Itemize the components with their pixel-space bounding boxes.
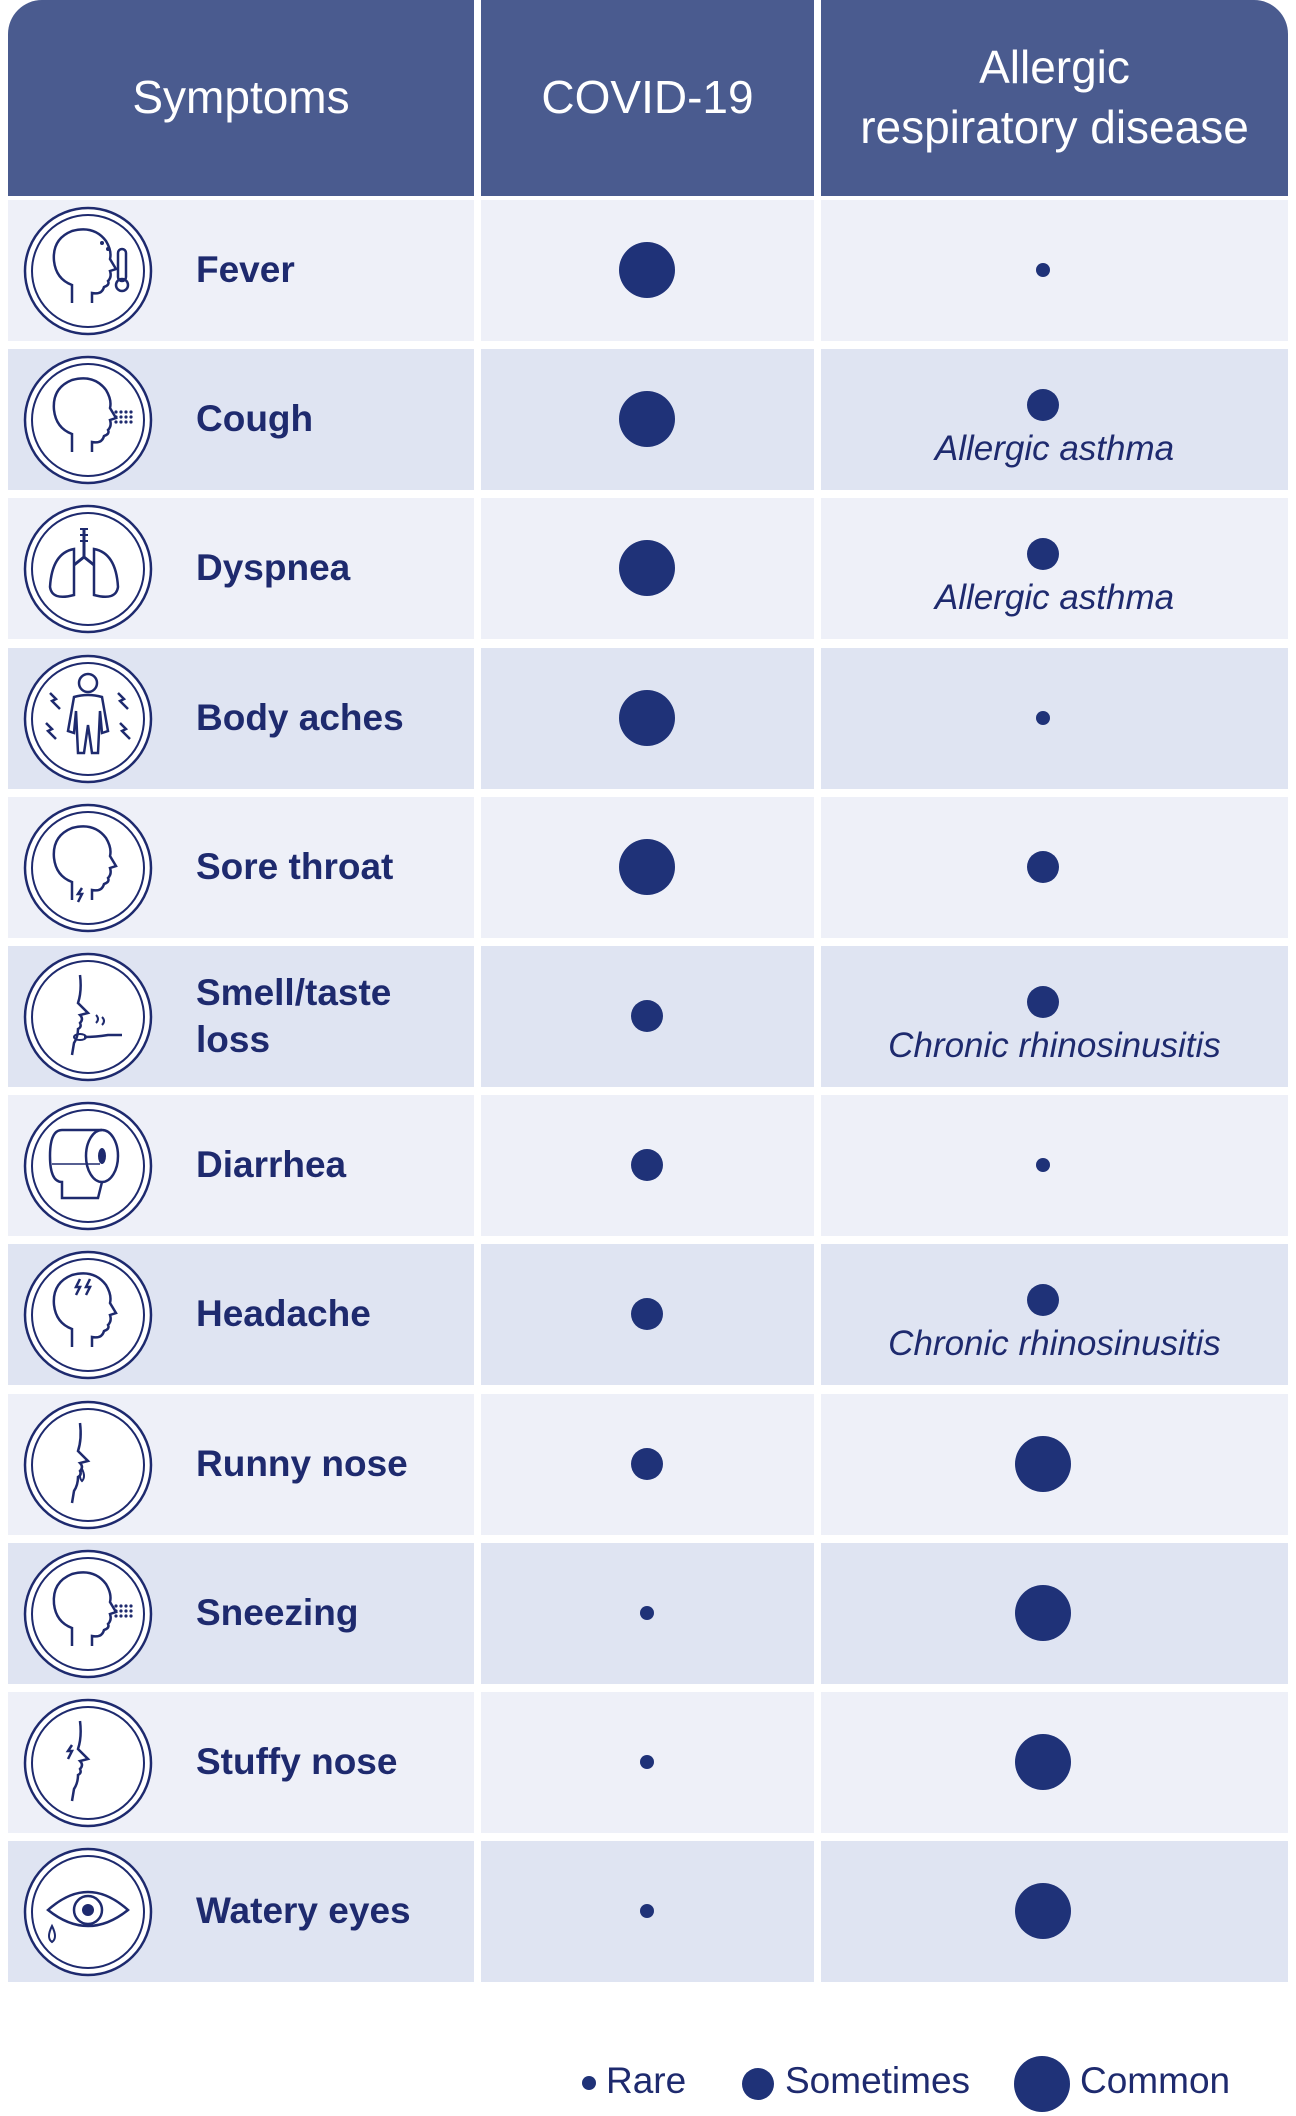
- symptom-label: Stuffy nose: [196, 1741, 398, 1782]
- allergic-note: Allergic asthma: [934, 429, 1175, 469]
- runny-nose-icon: [22, 1399, 154, 1531]
- covid-frequency-dot: [640, 1755, 654, 1769]
- sneezing-icon: [22, 1548, 154, 1680]
- covid-frequency-dot: [619, 242, 675, 298]
- covid-cell: [481, 648, 814, 789]
- symptom-cell: [8, 1244, 474, 1385]
- symptom-label: Sneezing: [196, 1591, 359, 1633]
- table-row: [8, 1244, 1288, 1385]
- symptom-cell: [8, 498, 474, 639]
- allergic-frequency-dot: [1036, 711, 1050, 725]
- stuffy-nose-icon: [22, 1697, 154, 1829]
- symptom-cell: [8, 1543, 474, 1684]
- allergic-cell: [821, 1394, 1288, 1535]
- allergic-note: Chronic rhinosinusitis: [888, 1026, 1221, 1065]
- legend-rare-dot: [582, 2076, 596, 2090]
- header-allergic: [821, 0, 1288, 196]
- table-row: [8, 797, 1288, 938]
- symptom-label: Dyspnea: [196, 547, 351, 589]
- toilet-paper-icon: [22, 1100, 154, 1232]
- body-aches-icon: [22, 653, 154, 785]
- table-row: [8, 1543, 1288, 1684]
- covid-cell: [481, 1692, 814, 1833]
- symptom-cell: [8, 946, 474, 1087]
- covid-frequency-dot: [619, 391, 675, 447]
- covid-frequency-dot: [640, 1904, 654, 1918]
- symptom-cell: [8, 648, 474, 789]
- allergic-frequency-dot: [1015, 1734, 1071, 1790]
- covid-frequency-dot: [631, 1298, 663, 1330]
- allergic-frequency-dot: [1027, 851, 1059, 883]
- covid-frequency-dot: [619, 690, 675, 746]
- covid-cell: [481, 1841, 814, 1982]
- allergic-frequency-dot: [1027, 986, 1059, 1018]
- header-allergic-line1: Allergic: [979, 41, 1130, 94]
- symptom-cell: [8, 797, 474, 938]
- covid-frequency-dot: [619, 540, 675, 596]
- table-row: [8, 1692, 1288, 1833]
- header-symptoms-label: Symptoms: [132, 71, 350, 124]
- allergic-cell: [821, 1095, 1288, 1236]
- allergic-cell: [821, 797, 1288, 938]
- symptom-label: Runny nose: [196, 1442, 408, 1484]
- table-row: [8, 349, 1288, 490]
- allergic-note: Allergic asthma: [934, 578, 1175, 618]
- symptom-cell: [8, 1692, 474, 1833]
- allergic-frequency-dot: [1036, 263, 1050, 277]
- symptom-label: Body aches: [196, 696, 404, 738]
- symptom-cell: [8, 1841, 474, 1982]
- table-row: [8, 498, 1288, 639]
- allergic-frequency-dot: [1015, 1883, 1071, 1939]
- allergic-frequency-dot: [1015, 1585, 1071, 1641]
- covid-frequency-dot: [640, 1606, 654, 1620]
- covid-frequency-dot: [619, 839, 675, 895]
- allergic-cell: [821, 498, 1288, 639]
- symptom-cell: [8, 200, 474, 341]
- covid-cell: [481, 349, 814, 490]
- allergic-cell: [821, 1692, 1288, 1833]
- watery-eye-icon: [22, 1846, 154, 1978]
- covid-cell: [481, 946, 814, 1087]
- lungs-icon: [22, 503, 154, 635]
- symptom-label: Watery eyes: [196, 1890, 411, 1932]
- covid-frequency-dot: [631, 1448, 663, 1480]
- table-row: [8, 1095, 1288, 1236]
- covid-frequency-dot: [631, 1149, 663, 1181]
- symptom-label: Fever: [196, 249, 295, 290]
- symptom-label: Headache: [196, 1293, 371, 1335]
- header-covid: [481, 0, 814, 196]
- covid-frequency-dot: [631, 1000, 663, 1032]
- covid-cell: [481, 498, 814, 639]
- legend-sometimes-dot: [742, 2068, 774, 2100]
- legend-rare-label: Rare: [606, 2060, 687, 2101]
- table-row: [8, 1841, 1288, 1982]
- allergic-cell: [821, 946, 1288, 1087]
- symptom-label: Cough: [196, 398, 314, 440]
- table-row: [8, 1394, 1288, 1535]
- symptom-label: Diarrhea: [196, 1144, 347, 1186]
- allergic-cell: [821, 1244, 1288, 1385]
- symptom-label: Sore throat: [196, 845, 394, 887]
- covid-cell: [481, 1095, 814, 1236]
- head-thermometer-icon: [22, 205, 154, 337]
- symptom-cell: [8, 1394, 474, 1535]
- covid-cell: [481, 1394, 814, 1535]
- legend-common-label: Common: [1080, 2060, 1231, 2101]
- symptom-cell: [8, 349, 474, 490]
- allergic-cell: [821, 349, 1288, 490]
- headache-icon: [22, 1249, 154, 1381]
- head-cough-spray-icon: [22, 354, 154, 486]
- allergic-cell: [821, 200, 1288, 341]
- allergic-note: Chronic rhinosinusitis: [888, 1324, 1221, 1364]
- covid-cell: [481, 200, 814, 341]
- covid-cell: [481, 1244, 814, 1385]
- covid-cell: [481, 1543, 814, 1684]
- header-covid-label: COVID-19: [541, 71, 754, 124]
- allergic-cell: [821, 648, 1288, 789]
- header-symptoms: [8, 0, 474, 196]
- allergic-frequency-dot: [1015, 1436, 1071, 1492]
- legend-sometimes-label: Sometimes: [785, 2060, 971, 2101]
- smell-taste-icon: [22, 951, 154, 1083]
- table-row: [8, 648, 1288, 789]
- symptom-label: Smell/taste loss: [196, 971, 392, 1060]
- symptom-cell: [8, 1095, 474, 1236]
- allergic-frequency-dot: [1036, 1158, 1050, 1172]
- legend: [0, 2046, 1296, 2116]
- header-allergic-line2: respiratory disease: [860, 101, 1249, 153]
- allergic-cell: [821, 1543, 1288, 1684]
- allergic-frequency-dot: [1027, 389, 1059, 421]
- allergic-frequency-dot: [1027, 1284, 1059, 1316]
- allergic-cell: [821, 1841, 1288, 1982]
- table-row: [8, 946, 1288, 1087]
- covid-cell: [481, 797, 814, 938]
- legend-common-dot: [1014, 2056, 1070, 2112]
- sore-throat-icon: [22, 802, 154, 934]
- table-row: [8, 200, 1288, 341]
- allergic-frequency-dot: [1027, 538, 1059, 570]
